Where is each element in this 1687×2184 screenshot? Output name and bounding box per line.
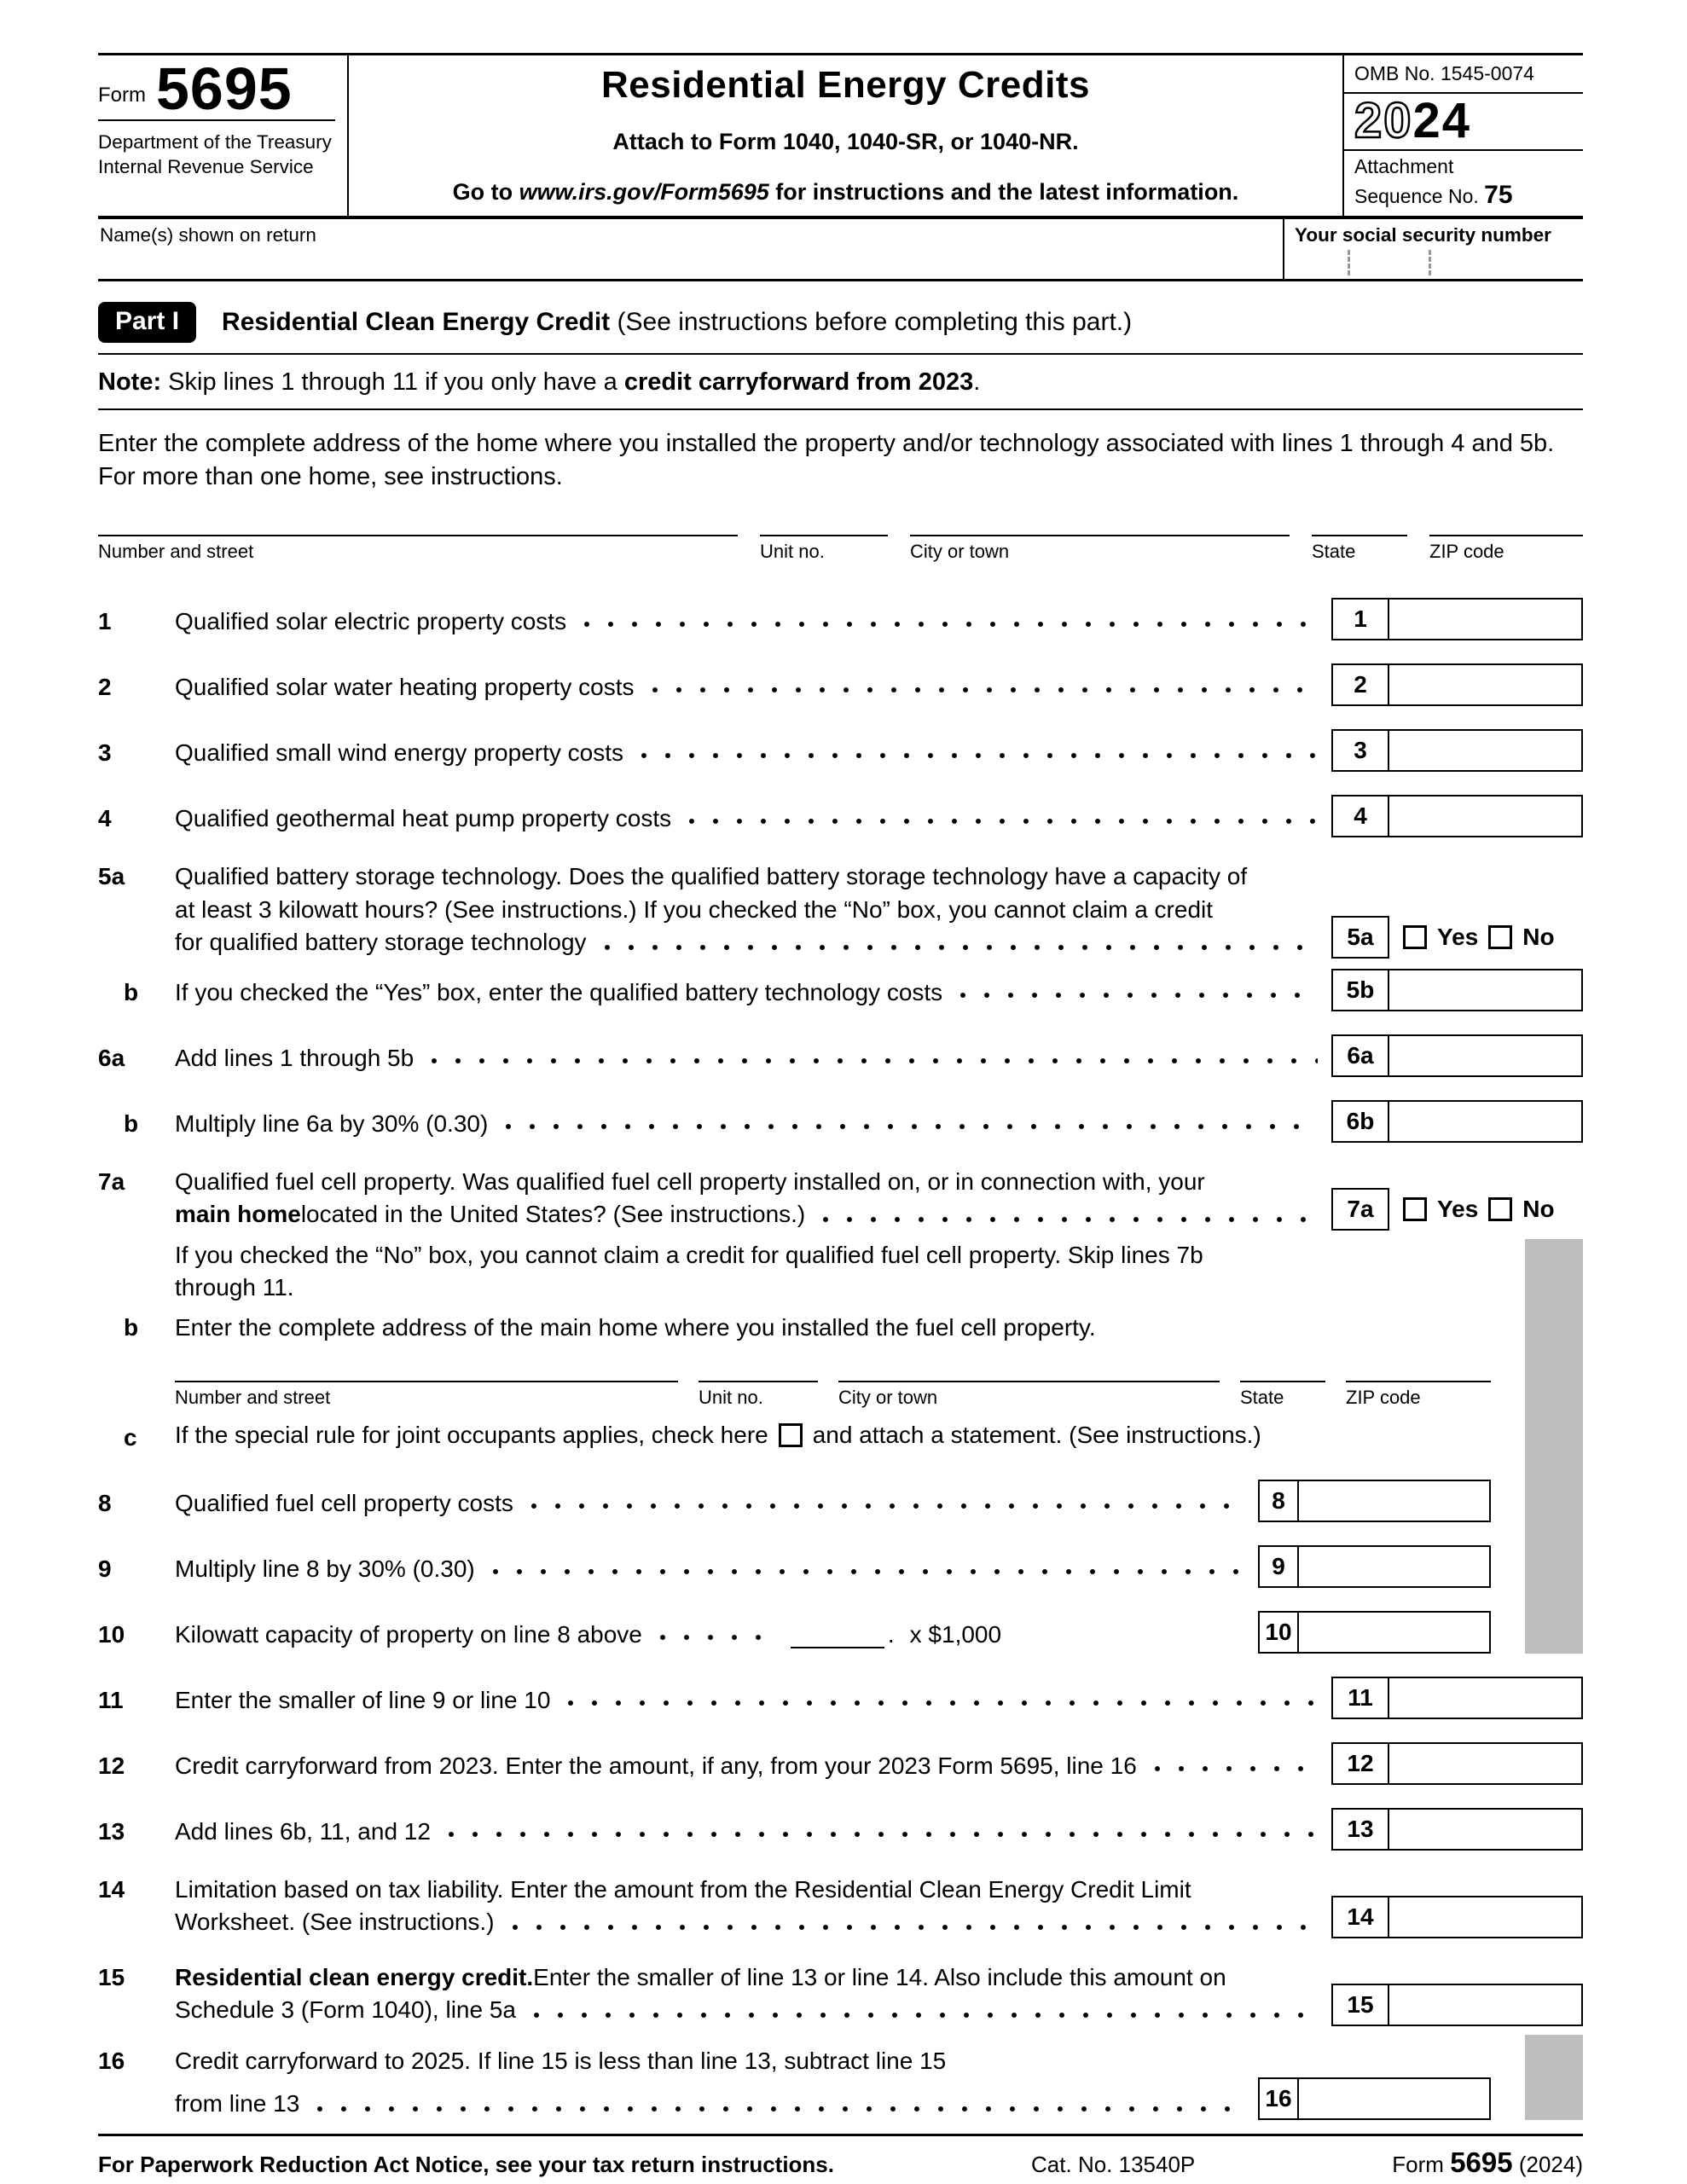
ssn-field[interactable]: [1283, 219, 1583, 279]
line-2-number: 2: [98, 674, 112, 701]
line-5a-label-line1: Qualified battery storage technology. Does the qualified battery storage technology have a capacity of: [175, 863, 1248, 890]
line-10-amount-input[interactable]: [1299, 1611, 1491, 1654]
address-zip: [1429, 533, 1583, 563]
line-5a-entry: [1331, 916, 1583, 959]
line-6a-entry: [1331, 1034, 1583, 1077]
form-footer: [98, 2120, 1583, 2184]
line-16-number: 16: [98, 2048, 125, 2075]
irs-line: Internal Revenue Service: [98, 155, 314, 177]
year-solid-digits: 24: [1412, 93, 1472, 148]
line-7b-number: b: [124, 1313, 139, 1341]
line-15: [98, 1961, 1583, 2026]
address-unit-label: Unit no.: [760, 541, 825, 563]
line-16-label-line2: from line 13: [175, 2090, 300, 2117]
line-16-entry: [1258, 2077, 1491, 2120]
line-9-label: Multiply line 8 by 30% (0.30): [175, 1555, 475, 1583]
line-1-amount-input[interactable]: [1389, 598, 1583, 640]
line-5a-yes-label: Yes: [1437, 923, 1479, 950]
line-7c-label-pre: If the special rule for joint occupants applies, check here: [175, 1421, 768, 1448]
address-state-label: State: [1312, 541, 1356, 563]
line-3: [98, 729, 1583, 772]
fuel-cell-address-city: [838, 1379, 1220, 1409]
line-15-entry: [1331, 1984, 1583, 2026]
line-4-amount-input[interactable]: [1389, 795, 1583, 837]
line-7a-no-label: No: [1522, 1195, 1555, 1222]
dot-leader: [1152, 1764, 1318, 1774]
line-13-amount-input[interactable]: [1389, 1808, 1583, 1851]
line-5a-yes-checkbox[interactable]: [1403, 925, 1427, 949]
line-12-label: Credit carryforward from 2023. Enter the amount, if any, from your 2023 Form 5695, line 16: [175, 1752, 1137, 1780]
line-8-entry: [1258, 1480, 1491, 1522]
line-14-number: 14: [98, 1876, 125, 1903]
fuel-cell-address-number-street: [175, 1379, 678, 1409]
attachment-sequence: [1344, 151, 1583, 216]
ssn-dash-separator: [1429, 250, 1431, 275]
fuel-cell-address-zip: [1346, 1379, 1491, 1409]
goto-instruction: [369, 179, 1322, 206]
line-8-number: 8: [98, 1490, 112, 1517]
footer-form-number: 5695: [1450, 2146, 1513, 2179]
dot-leader: [565, 1698, 1318, 1708]
line-14-entry: [1331, 1896, 1583, 1938]
ssn-dash-separator: [1348, 250, 1350, 275]
agency-block: [98, 130, 335, 180]
kilowatt-decimal-point: .: [887, 1621, 895, 1648]
line-11-amount-input[interactable]: [1389, 1677, 1583, 1719]
line-15-label-bold: Residential clean energy credit.: [175, 1964, 534, 1991]
paperwork-notice: For Paperwork Reduction Act Notice, see your tax return instructions.: [98, 2152, 834, 2178]
line-7c-joint-occupants-checkbox[interactable]: [779, 1423, 803, 1447]
line-7b-label: Enter the complete address of the main home where you installed the fuel cell property.: [175, 1313, 1096, 1341]
fuel-cell-address-unit: [699, 1379, 818, 1409]
line-12-box-number: 12: [1331, 1742, 1389, 1785]
home-address-instructions-line2: For more than one home, see instructions.: [98, 463, 563, 491]
attach-instruction: Attach to Form 1040, 1040-SR, or 1040-NR.: [612, 129, 1079, 155]
address-zip-label: ZIP code: [1429, 541, 1504, 563]
dot-leader: [531, 2010, 1318, 2020]
line-6a-box-number: 6a: [1331, 1034, 1389, 1077]
form-id-block: [98, 55, 347, 216]
line-15-label-line1: Enter the smaller of line 13 or line 14. Also include this amount on: [533, 1964, 1226, 1991]
line-11-box-number: 11: [1331, 1677, 1389, 1719]
line-16-amount-input[interactable]: [1299, 2077, 1491, 2120]
line-5a-number: 5a: [98, 863, 125, 890]
fuel-cell-state-label: State: [1240, 1386, 1284, 1408]
line-12-amount-input[interactable]: [1389, 1742, 1583, 1785]
line-4-label: Qualified geothermal heat pump property costs: [175, 805, 672, 832]
line-7a-entry: [1331, 1188, 1583, 1231]
line-13-entry: [1331, 1808, 1583, 1851]
dot-leader: [958, 990, 1318, 1000]
line-5a-label-line2: at least 3 kilowatt hours? (See instructions.) If you checked the “No” box, you cannot claim a credit: [175, 895, 1214, 923]
line-3-label: Qualified small wind energy property costs: [175, 739, 624, 767]
footer-form-year: (2024): [1512, 2152, 1583, 2178]
ssn-label: Your social security number: [1295, 224, 1551, 246]
line-5a-box-number: 5a: [1331, 916, 1389, 959]
line-13: [98, 1808, 1583, 1851]
line-14-label-line2: Worksheet. (See instructions.): [175, 1909, 495, 1936]
line-8-amount-input[interactable]: [1299, 1480, 1491, 1522]
part1-header: [98, 302, 1583, 355]
dot-leader: [529, 1501, 1244, 1511]
part1-note: [98, 355, 1583, 410]
name-label: Name(s) shown on return: [100, 224, 316, 246]
address-number-street-label: Number and street: [98, 541, 254, 563]
line-10-number: 10: [98, 1621, 125, 1648]
address-state: [1312, 533, 1407, 563]
line-4: [98, 795, 1583, 837]
line-13-number: 13: [98, 1818, 125, 1845]
dot-leader: [687, 816, 1318, 826]
dot-leader: [582, 619, 1318, 629]
line-6b-label: Multiply line 6a by 30% (0.30): [175, 1109, 489, 1137]
home-address-instructions: [98, 427, 1583, 494]
part1-title-bold: Residential Clean Energy Credit: [222, 308, 611, 337]
line-9-box-number: 9: [1258, 1545, 1299, 1588]
line-14-amount-input[interactable]: [1389, 1896, 1583, 1938]
form-title-block: [347, 55, 1344, 216]
year-outline-digits: 20: [1354, 93, 1413, 148]
catalog-number: Cat. No. 13540P: [1031, 2152, 1196, 2178]
part1-title: [222, 308, 1132, 337]
line-13-label: Add lines 6b, 11, and 12: [175, 1818, 431, 1845]
line-3-number: 3: [98, 739, 112, 767]
line-8-box-number: 8: [1258, 1480, 1299, 1522]
sequence-label: Sequence No.: [1354, 184, 1485, 207]
shaded-column: [1525, 1239, 1583, 1654]
note-label: Note:: [98, 368, 162, 397]
line-16-box-number: 16: [1258, 2077, 1299, 2120]
line-3-box-number: 3: [1331, 729, 1389, 772]
line-16: [98, 2045, 1491, 2120]
line-5b: [98, 969, 1583, 1011]
part1-tab: Part I: [98, 302, 196, 343]
home-address-instructions-line1: Enter the complete address of the home where you installed the property and/or technology associated with lines 1 through 4 and 5b.: [98, 430, 1555, 458]
line-15-number: 15: [98, 1964, 125, 1991]
line-7a-label-line2: located in the United States? (See instructions.): [300, 1200, 806, 1227]
note-period: .: [973, 368, 981, 397]
line-12-number: 12: [98, 1752, 125, 1780]
line-14-box-number: 14: [1331, 1896, 1389, 1938]
fuel-cell-city-label: City or town: [838, 1386, 938, 1408]
line-6b-number: b: [124, 1109, 139, 1137]
line-11-number: 11: [98, 1687, 124, 1714]
line-6b-box-number: 6b: [1331, 1100, 1389, 1143]
line-13-box-number: 13: [1331, 1808, 1389, 1851]
line-5a: [98, 860, 1583, 958]
dot-leader: [820, 1214, 1318, 1225]
dot-leader: [602, 942, 1318, 953]
line-9-number: 9: [98, 1555, 112, 1583]
line-15-amount-input[interactable]: [1389, 1984, 1583, 2026]
address-number-street: [98, 533, 738, 563]
line-6b: [98, 1100, 1583, 1143]
line-6a: [98, 1034, 1583, 1077]
note-strong: credit carryforward from 2023: [623, 368, 974, 397]
line-1-entry: [1331, 598, 1583, 640]
address-city: [910, 533, 1290, 563]
line-16-label-line1: Credit carryforward to 2025. If line 15 is less than line 13, subtract line 15: [175, 2048, 947, 2075]
fuel-cell-number-street-label: Number and street: [175, 1386, 331, 1408]
line-10-label: Kilowatt capacity of property on line 8 above: [175, 1621, 642, 1648]
dot-leader: [510, 1922, 1318, 1932]
line-7a-no-checkbox[interactable]: [1488, 1197, 1512, 1221]
line-7a-box-number: 7a: [1331, 1188, 1389, 1231]
dot-leader: [639, 750, 1318, 761]
line-8: [98, 1480, 1491, 1522]
line-9-entry: [1258, 1545, 1491, 1588]
attachment-label: Attachment: [1354, 154, 1454, 177]
times-1000-label: x $1,000: [909, 1621, 1002, 1648]
name-ssn-row: [98, 219, 1583, 281]
line-1-number: 1: [98, 608, 112, 635]
line-7c-number: c: [124, 1424, 137, 1451]
line-5a-label-line3: for qualified battery storage technology: [175, 928, 587, 955]
line-12-entry: [1331, 1742, 1583, 1785]
name-field[interactable]: [98, 219, 1283, 279]
fuel-cell-unit-label: Unit no.: [699, 1386, 763, 1408]
form-title: Residential Energy Credits: [601, 64, 1090, 106]
line-7b: [98, 1314, 1491, 1347]
line-6a-label: Add lines 1 through 5b: [175, 1044, 415, 1071]
address-unit: [760, 533, 888, 563]
line-5b-entry: [1331, 969, 1583, 1011]
line-2: [98, 663, 1583, 706]
line-7a: [98, 1166, 1583, 1231]
dot-leader: [446, 1829, 1318, 1839]
line-5b-amount-input[interactable]: [1389, 969, 1583, 1011]
line-15-box-number: 15: [1331, 1984, 1389, 2026]
line-10-box-number: 10: [1258, 1611, 1299, 1654]
tax-year: [1344, 94, 1583, 151]
line-5b-box-number: 5b: [1331, 969, 1389, 1011]
line-9: [98, 1545, 1491, 1588]
dot-leader: [315, 2104, 1244, 2114]
line-8-label: Qualified fuel cell property costs: [175, 1490, 513, 1517]
line-7a-note-line2: through 11.: [175, 1273, 294, 1301]
footer-form-word: Form: [1392, 2152, 1451, 2178]
dot-leader: [490, 1567, 1244, 1577]
line-11-label: Enter the smaller of line 9 or line 10: [175, 1687, 551, 1714]
sequence-number: 75: [1484, 180, 1513, 209]
line-9-amount-input[interactable]: [1299, 1545, 1491, 1588]
form-header: [98, 53, 1583, 219]
line-6a-amount-input[interactable]: [1389, 1034, 1583, 1077]
line-7a-main-home-bold: main home: [175, 1200, 301, 1227]
line-7a-note: [98, 1239, 1491, 1304]
line-11-entry: [1331, 1677, 1583, 1719]
line-4-number: 4: [98, 805, 112, 832]
fuel-cell-zip-label: ZIP code: [1346, 1386, 1421, 1408]
shaded-section-7b-10: [98, 1239, 1583, 1654]
department-line: Department of the Treasury: [98, 130, 332, 153]
line-2-box-number: 2: [1331, 663, 1389, 706]
line-7a-label-line1: Qualified fuel cell property. Was qualified fuel cell property installed on, or in connection with, your: [175, 1167, 1205, 1195]
line-4-entry: [1331, 795, 1583, 837]
line-5a-no-label: No: [1522, 923, 1555, 950]
line-1-box-number: 1: [1331, 598, 1389, 640]
ssn-separators: [1295, 250, 1583, 275]
goto-suffix: for instructions and the latest information.: [768, 179, 1239, 206]
dot-leader: [429, 1056, 1318, 1066]
line-6a-number: 6a: [98, 1044, 125, 1071]
sequence-line: [1354, 179, 1583, 211]
line-12: [98, 1742, 1583, 1785]
dot-leader: [503, 1121, 1318, 1132]
form-number: 5695: [156, 55, 293, 122]
line-6b-entry: [1331, 1100, 1583, 1143]
fuel-cell-address-state: [1240, 1379, 1325, 1409]
line-11: [98, 1677, 1583, 1719]
line-1-label: Qualified solar electric property costs: [175, 608, 567, 635]
omb-number: OMB No. 1545-0074: [1344, 55, 1583, 94]
footer-form-id: [1392, 2146, 1583, 2179]
line-4-box-number: 4: [1331, 795, 1389, 837]
omb-year-block: [1344, 55, 1583, 216]
fuel-cell-address-row: [175, 1379, 1491, 1409]
line-7c-label-post: and attach a statement. (See instructions.): [812, 1421, 1261, 1448]
dot-leader: [658, 1632, 777, 1642]
shaded-column: [1525, 2035, 1583, 2120]
line-2-label: Qualified solar water heating property costs: [175, 674, 635, 701]
line-10: [98, 1611, 1491, 1654]
line-15-label-line2: Schedule 3 (Form 1040), line 5a: [175, 1996, 516, 2024]
address-city-label: City or town: [910, 541, 1010, 563]
irs-url: www.irs.gov/Form5695: [519, 179, 769, 206]
form-word: Form: [98, 83, 146, 107]
line-7a-number: 7a: [98, 1167, 125, 1195]
line-5a-no-checkbox[interactable]: [1488, 925, 1512, 949]
line-5b-label: If you checked the “Yes” box, enter the qualified battery technology costs: [175, 978, 943, 1005]
line-7a-yes-label: Yes: [1437, 1195, 1479, 1222]
line-3-amount-input[interactable]: [1389, 729, 1583, 772]
line-10-entry: [1258, 1611, 1491, 1654]
line-7c: [98, 1419, 1491, 1457]
line-2-entry: [1331, 663, 1583, 706]
dot-leader: [650, 685, 1319, 695]
line-1: [98, 598, 1583, 640]
line-2-amount-input[interactable]: [1389, 663, 1583, 706]
line-7a-yes-checkbox[interactable]: [1403, 1197, 1427, 1221]
shaded-section-16: [98, 2035, 1583, 2120]
line-6b-amount-input[interactable]: [1389, 1100, 1583, 1143]
goto-prefix: Go to: [452, 179, 519, 206]
kilowatt-capacity-blank[interactable]: [791, 1623, 884, 1648]
home-address-row: [98, 533, 1583, 563]
line-14-label-line1: Limitation based on tax liability. Enter the amount from the Residential Clean Energy Credit Limit: [175, 1876, 1191, 1903]
line-3-entry: [1331, 729, 1583, 772]
part1-title-rest: (See instructions before completing this part.): [610, 308, 1133, 337]
line-5b-number: b: [124, 978, 139, 1005]
form-number-block: [98, 55, 335, 122]
part1-lines: [98, 575, 1583, 2120]
line-7a-note-line1: If you checked the “No” box, you cannot claim a credit for qualified fuel cell property. Skip lines 7b: [175, 1241, 1203, 1268]
line-14: [98, 1874, 1583, 1938]
note-body: Skip lines 1 through 11 if you only have a: [161, 368, 624, 397]
